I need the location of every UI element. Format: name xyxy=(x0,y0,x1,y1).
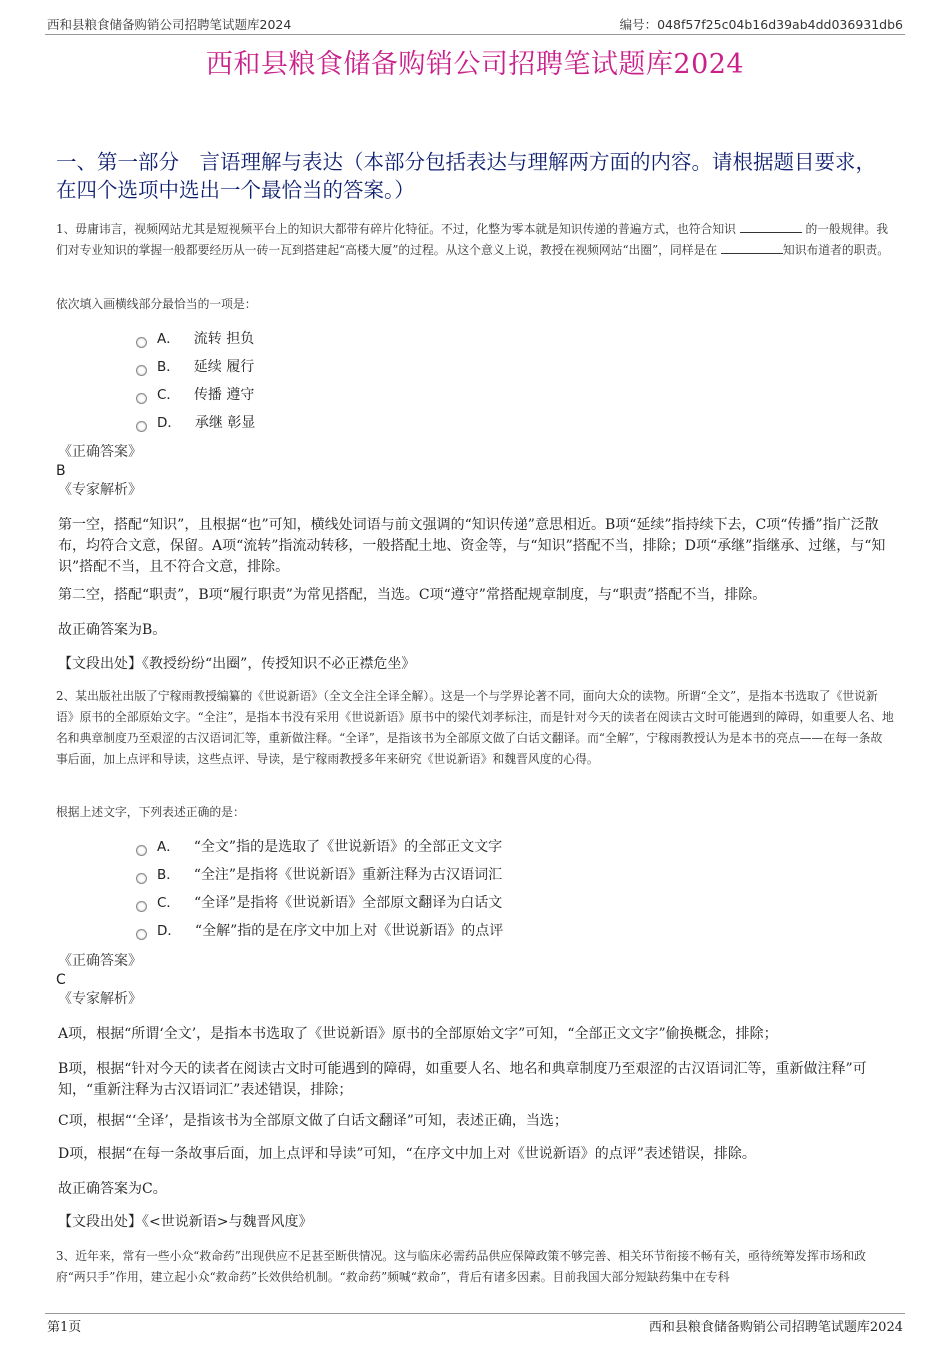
question-3-stem: 3、近年来，常有一些小众“救命药”出现供应不足甚至断供情况。这与临床必需药品供应保障政策不够完善、相关环节衔接不畅有关，亟待统筹发挥市场和政府“两只手”作用，建立起小众“救命药”长效供给机制。“救命药”频喊“救命”，背后有诸多因素。目前我国大部分短缺药集中在专科 xyxy=(56,1249,866,1284)
question-2-prompt-block xyxy=(56,802,894,823)
question-1-analysis xyxy=(56,515,894,578)
question-3 xyxy=(56,1246,894,1288)
section-heading: 一、第一部分 言语理解与表达（本部分包括表达与理解两方面的内容。请根据题目要求，在四个选项中选出一个最恰当的答案。） xyxy=(56,150,876,202)
question-1-stem-part-a: 1、毋庸讳言，视频网站尤其是短视频平台上的知识大都带有碎片化特征。不过，化整为零本就是知识传递的普遍方式，也符合知识 xyxy=(56,222,736,236)
question-2-analysis-a xyxy=(56,1024,894,1045)
header-title: 西和县粮食储备购销公司招聘笔试题库2024 xyxy=(47,17,292,32)
question-1-stem-part-c: 知识布道者的职责。 xyxy=(782,243,890,257)
fill-blank-2 xyxy=(721,242,783,254)
question-2-analysis-b xyxy=(56,1059,894,1101)
question-1-stem-part-b: 的一般规律。我们对专业知识的掌握一般都要经历从一砖一瓦到搭建起“高楼大厦”的过程。从这个意义上说，教授在视频网站“出圈”，同样是在 xyxy=(56,222,889,257)
analysis-paragraph: D项，根据“在每一条故事后面，加上点评和导读”可知，“在序文中加上对《世说新语》的点评”表述错误，排除。 xyxy=(58,1146,756,1162)
radio-icon[interactable] xyxy=(136,845,147,856)
analysis-paragraph: 第一空，搭配“知识”，且根据“也”可知，横线处词语与前文强调的“知识传递”意思相近。B项“延续”指持续下去，C项“传播”指广泛散布，均符合文意，保留。A项“流转”指流动转移，一般搭配土地、资金等，与“知识”搭配不当，排除；D项“承继”指继承、过继，与“知识”搭配不当，且不符合文意，排除。 xyxy=(58,517,886,575)
question-1-source xyxy=(56,654,894,675)
source-citation: 【文段出处】《教授纷纷“出圈”，传授知识不必正襟危坐》 xyxy=(58,656,416,672)
question-1-prompt-block xyxy=(56,294,894,315)
question-2-conclusion xyxy=(56,1179,894,1200)
question-1-options xyxy=(136,325,894,437)
radio-icon[interactable] xyxy=(136,393,147,404)
question-2-answer-block xyxy=(56,951,894,1009)
page-footer xyxy=(45,1313,905,1334)
analysis-paragraph: 第二空，搭配“职责”，B项“履行职责”为常见搭配，当选。C项“遵守”常搭配规章制度，与“职责”搭配不当，排除。 xyxy=(58,587,767,603)
radio-icon[interactable] xyxy=(136,901,147,912)
question-1-analysis-3 xyxy=(56,620,894,641)
option-b[interactable]: B． “全注”是指将《世说新语》重新注释为古汉语词汇 xyxy=(136,861,894,889)
document-title: 西和县粮食储备购销公司招聘笔试题库2024 xyxy=(205,49,745,80)
answer-value: C xyxy=(56,972,66,988)
question-1-prompt: 依次填入画横线部分最恰当的一项是： xyxy=(56,297,257,311)
page-number: 第1页 xyxy=(47,1320,82,1335)
radio-icon[interactable] xyxy=(136,421,147,432)
option-a[interactable]: A． “全文”指的是选取了《世说新语》的全部正文文字 xyxy=(136,833,894,861)
option-d[interactable]: D． “全解”指的是在序文中加上对《世说新语》的点评 xyxy=(136,917,894,945)
question-2-prompt: 根据上述文字，下列表述正确的是： xyxy=(56,805,245,819)
question-2-analysis-c xyxy=(56,1111,894,1132)
page-header xyxy=(45,14,905,35)
option-a[interactable]: A． 流转 担负 xyxy=(136,325,894,353)
radio-icon[interactable] xyxy=(136,365,147,376)
question-2-options xyxy=(136,833,894,945)
option-c[interactable]: C． “全译”是指将《世说新语》全部原文翻译为白话文 xyxy=(136,889,894,917)
analysis-label: 《专家解析》 xyxy=(58,482,142,498)
question-1-stem xyxy=(56,219,894,261)
source-citation: 【文段出处】《<世说新语>与魏晋风度》 xyxy=(58,1214,313,1230)
analysis-paragraph: C项，根据“‘全译’，是指该书为全部原文做了白话文翻译”可知，表述正确，当选； xyxy=(58,1113,568,1129)
radio-icon[interactable] xyxy=(136,929,147,940)
question-2-source xyxy=(56,1212,894,1233)
question-1-answer-block xyxy=(56,442,894,500)
option-c[interactable]: C． 传播 遵守 xyxy=(136,381,894,409)
header-doc-number: 编号：048f57f25c04b16d39ab4dd036931db6 xyxy=(619,17,903,32)
question-2-stem: 2、某出版社出版了宁稼雨教授编纂的《世说新语》（全文全注全译全解）。这是一个与学界论著不同，面向大众的读物。所谓“全文”，是指本书选取了《世说新语》原书的全部原始文字。“全注”，是指本书没有采用《世说新语》原书中的梁代刘孝标注，而是针对今天的读者在阅读古文时可能遇到的障碍，如重要人名、地名和典章制度乃至艰涩的古汉语词汇等，重新做注释。“全译”，是指该书为全部原文做了白话文翻译。而“全解”，宁稼雨教授认为是本书的亮点——在每一条故事后面，加上点评和导读，这些点评、导读，是宁稼雨教授多年来研究《世说新语》和魏晋风度的心得。 xyxy=(56,689,894,766)
fill-blank-1 xyxy=(740,221,802,233)
analysis-paragraph: B项，根据“针对今天的读者在阅读古文时可能遇到的障碍，如重要人名、地名和典章制度乃至艰涩的古汉语词汇等，重新做注释”可知，“重新注释为古汉语词汇”表述错误，排除； xyxy=(58,1061,867,1098)
question-1 xyxy=(56,219,894,261)
footer-title: 西和县粮食储备购销公司招聘笔试题库2024 xyxy=(648,1320,903,1335)
answer-label: 《正确答案》 xyxy=(58,444,142,460)
option-b[interactable]: B． 延续 履行 xyxy=(136,353,894,381)
question-2 xyxy=(56,686,894,770)
analysis-label: 《专家解析》 xyxy=(58,991,142,1007)
analysis-conclusion: 故正确答案为B。 xyxy=(58,622,167,638)
answer-value: B xyxy=(56,463,66,479)
radio-icon[interactable] xyxy=(136,873,147,884)
analysis-conclusion: 故正确答案为C。 xyxy=(58,1181,167,1197)
question-1-analysis-2 xyxy=(56,585,894,606)
answer-label: 《正确答案》 xyxy=(58,953,142,969)
question-2-analysis-d xyxy=(56,1144,894,1165)
radio-icon[interactable] xyxy=(136,337,147,348)
analysis-paragraph: A项，根据“所谓‘全文’，是指本书选取了《世说新语》原书的全部原始文字”可知，“全部正文文字”偷换概念，排除； xyxy=(58,1026,778,1042)
option-d[interactable]: D． 承继 彰显 xyxy=(136,409,894,437)
